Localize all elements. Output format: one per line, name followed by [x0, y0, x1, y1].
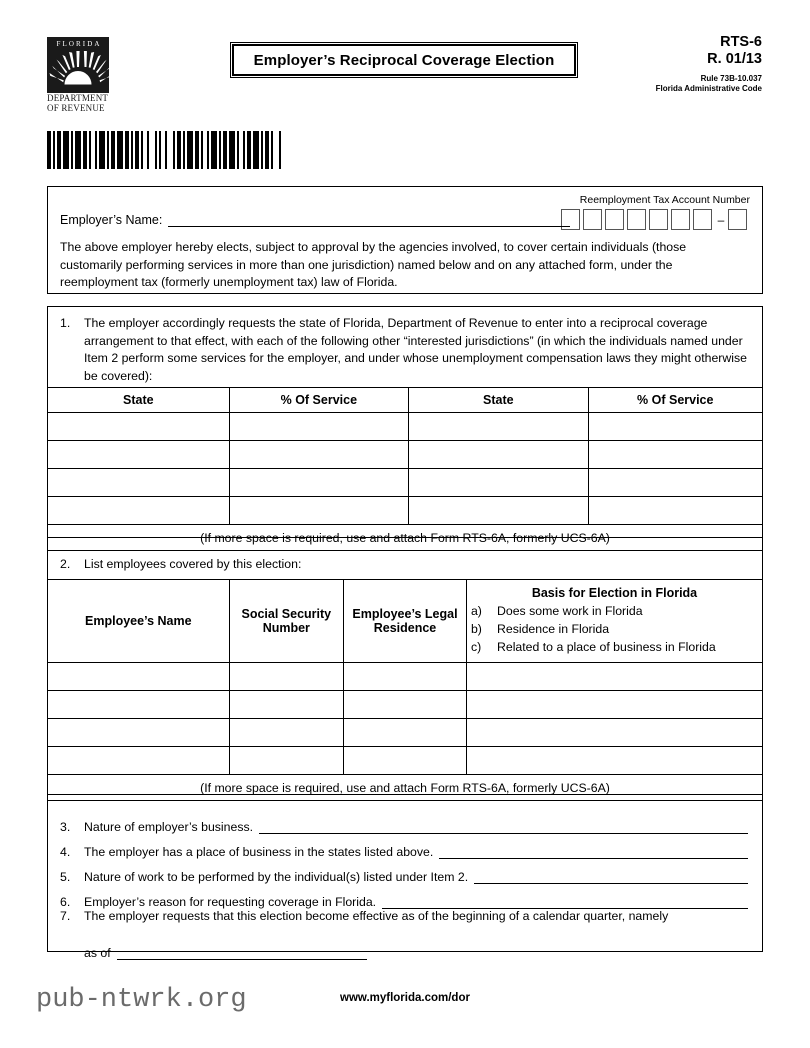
item-6-input[interactable]	[382, 895, 748, 909]
state-percent-table	[47, 387, 763, 552]
employee-table-cell-r2-c4[interactable]	[466, 691, 762, 719]
state-table-col-service-2: % Of Service	[588, 388, 762, 413]
state-table-wrapper	[47, 387, 763, 545]
employee-table-header-row	[48, 580, 763, 663]
item-4-input[interactable]	[439, 845, 748, 859]
item2-text: List employees covered by this election:	[84, 557, 302, 571]
employee-table-col-residence: Employee’s Legal Residence	[344, 580, 467, 663]
item7-as-of-row	[60, 933, 748, 960]
item-number: 3.	[60, 820, 71, 834]
logo-department-line1: DEPARTMENT	[47, 93, 109, 103]
employee-table-body	[48, 663, 763, 775]
state-table-cell-r2-c2[interactable]	[229, 441, 408, 469]
employee-table-cell-r3-c4[interactable]	[466, 719, 762, 747]
table-row	[48, 663, 763, 691]
employee-table-cell-r2-c2[interactable]	[229, 691, 343, 719]
employee-table-cell-r4-c1[interactable]	[48, 747, 230, 775]
state-table-cell-r1-c4[interactable]	[588, 413, 762, 441]
form-revision: R. 01/13	[707, 51, 762, 67]
employee-table-col-ssn: Social Security Number	[229, 580, 343, 663]
item-4-row	[60, 834, 748, 859]
item7-number: 7.	[60, 909, 71, 923]
employer-election-paragraph: The above employer hereby elects, subject to approval by the agencies involved, to cover certain individuals (those customarily performing services in more than one jurisdiction) named below and on any attached form, under the reemployment tax (formerly unemployment tax) law of Florida.	[60, 240, 687, 289]
item-3-row	[60, 809, 748, 834]
account-cell-5[interactable]	[649, 209, 668, 230]
table-row	[48, 413, 763, 441]
item7-text-block	[60, 909, 748, 933]
employee-table-col-name: Employee’s Name	[48, 580, 230, 663]
basis-option-label: Related to a place of business in Florida	[496, 640, 716, 654]
state-table-cell-r2-c3[interactable]	[409, 441, 588, 469]
employee-table-cell-r3-c3[interactable]	[344, 719, 467, 747]
state-table-cell-r2-c1[interactable]	[48, 441, 230, 469]
item-6-row	[60, 884, 748, 909]
employee-table-note: (If more space is required, use and attach Form RTS-6A, formerly UCS-6A)	[48, 775, 763, 802]
item2-number: 2.	[60, 557, 71, 571]
item1-number: 1.	[60, 316, 71, 330]
employee-table-cell-r2-c1[interactable]	[48, 691, 230, 719]
state-table-cell-r1-c2[interactable]	[229, 413, 408, 441]
state-table-cell-r1-c3[interactable]	[409, 413, 588, 441]
account-cell-6[interactable]	[671, 209, 690, 230]
state-table-cell-r4-c3[interactable]	[409, 497, 588, 525]
state-table-note-row	[48, 525, 763, 552]
state-table-col-service-1: % Of Service	[229, 388, 408, 413]
item-label: The employer has a place of business in the states listed above.	[84, 845, 434, 859]
form-meta-block	[656, 34, 762, 94]
numbered-items-list	[48, 809, 762, 909]
footer-url: www.myflorida.com/dor	[340, 992, 470, 1004]
table-row	[48, 441, 763, 469]
document-header	[0, 0, 810, 120]
employee-table-cell-r1-c4[interactable]	[466, 663, 762, 691]
state-table-cell-r4-c1[interactable]	[48, 497, 230, 525]
form-title: Employer’s Reciprocal Coverage Election	[253, 51, 555, 69]
employee-table-note-row	[48, 775, 763, 802]
item7-text: The employer requests that this election become effective as of the beginning of a calendar quarter, namely	[84, 909, 669, 923]
form-number: RTS-6	[720, 34, 762, 50]
state-table-body	[48, 413, 763, 525]
item1-section	[47, 306, 763, 545]
watermark: pub-ntwrk.org	[36, 985, 247, 1015]
logo-mark	[47, 37, 109, 93]
employee-table-cell-r1-c1[interactable]	[48, 663, 230, 691]
basis-option-letter: c)	[470, 640, 482, 654]
employee-table-col-basis	[466, 580, 762, 663]
state-table-cell-r3-c2[interactable]	[229, 469, 408, 497]
form-title-box-inner	[232, 44, 576, 76]
state-table-cell-r4-c2[interactable]	[229, 497, 408, 525]
state-table-header-row	[48, 388, 763, 413]
items-3-7-section	[47, 800, 763, 960]
state-table-cell-r3-c3[interactable]	[409, 469, 588, 497]
logo-state-label: FLORIDA	[56, 40, 102, 48]
account-number-label: Reemployment Tax Account Number	[579, 194, 750, 206]
logo-department-line2: OF REVENUE	[47, 102, 105, 113]
employer-name-label: Employer’s Name:	[60, 213, 163, 227]
state-table-note: (If more space is required, use and attach Form RTS-6A, formerly UCS-6A)	[48, 525, 763, 552]
table-row	[48, 497, 763, 525]
item-label: Nature of work to be performed by the individual(s) listed under Item 2.	[84, 870, 469, 884]
state-table-cell-r3-c4[interactable]	[588, 469, 762, 497]
account-separator: –	[717, 212, 725, 227]
employer-name-row	[60, 212, 570, 227]
item-5-input[interactable]	[474, 870, 748, 884]
employee-table	[47, 579, 763, 802]
employee-table-wrapper	[47, 579, 763, 795]
basis-title: Basis for Election in Florida	[531, 586, 698, 600]
employee-table-cell-r2-c3[interactable]	[344, 691, 467, 719]
state-table-cell-r3-c1[interactable]	[48, 469, 230, 497]
item1-text-block	[60, 315, 748, 385]
form-rule: Rule 73B-10.037	[700, 74, 762, 83]
basis-option-b	[471, 620, 758, 638]
item-number: 5.	[60, 870, 71, 884]
table-row	[48, 747, 763, 775]
employee-table-cell-r4-c3[interactable]	[344, 747, 467, 775]
state-table-cell-r1-c1[interactable]	[48, 413, 230, 441]
basis-option-letter: a)	[470, 604, 482, 618]
logo-department-text	[47, 94, 109, 113]
sunburst-icon	[47, 49, 109, 93]
employee-table-cell-r1-c2[interactable]	[229, 663, 343, 691]
table-row	[48, 691, 763, 719]
account-number-field[interactable]	[561, 209, 750, 230]
account-cell-7[interactable]	[693, 209, 712, 230]
account-cell-4[interactable]	[627, 209, 646, 230]
item7-as-of-label: as of	[84, 946, 111, 960]
employer-name-input[interactable]	[168, 212, 570, 227]
florida-dor-logo	[47, 37, 109, 113]
basis-option-letter: b)	[470, 622, 482, 636]
employee-table-cell-r3-c1[interactable]	[48, 719, 230, 747]
item-number: 4.	[60, 845, 71, 859]
item-number: 6.	[60, 895, 71, 909]
basis-option-a	[471, 602, 758, 620]
basis-option-label: Does some work in Florida	[496, 604, 643, 618]
table-row	[48, 719, 763, 747]
item-label: Employer’s reason for requesting coverage in Florida.	[84, 895, 377, 909]
item2-text-block	[60, 557, 301, 571]
employee-table-cell-r4-c4[interactable]	[466, 747, 762, 775]
item7-as-of-input[interactable]	[117, 946, 367, 960]
employee-table-cell-r3-c2[interactable]	[229, 719, 343, 747]
item2-section	[47, 550, 763, 795]
table-row	[48, 469, 763, 497]
account-cell-3[interactable]	[605, 209, 624, 230]
item-3-input[interactable]	[259, 820, 748, 834]
state-table-cell-r2-c4[interactable]	[588, 441, 762, 469]
account-cell-2[interactable]	[583, 209, 602, 230]
employee-table-cell-r4-c2[interactable]	[229, 747, 343, 775]
basis-option-c	[471, 638, 758, 656]
form-code: Florida Administrative Code	[655, 84, 762, 93]
basis-options-list	[471, 602, 758, 656]
form-title-box	[230, 42, 578, 78]
item-label: Nature of employer’s business.	[84, 820, 254, 834]
state-table-col-state-2: State	[409, 388, 588, 413]
employee-table-cell-r1-c3[interactable]	[344, 663, 467, 691]
item-5-row	[60, 859, 748, 884]
item1-text: The employer accordingly requests the state of Florida, Department of Revenue to enter into a reciprocal coverage arrangement to that effect, with each of the following other “interested jurisdictions” (in which the individuals named under Item 2 perform some services for the employer, and under whose unemployment compensation laws they might otherwise be covered):	[84, 316, 747, 383]
account-check-digit-cell[interactable]	[728, 209, 747, 230]
employer-section	[47, 186, 763, 294]
basis-option-label: Residence in Florida	[496, 622, 610, 636]
barcode	[47, 131, 285, 169]
state-table-cell-r4-c4[interactable]	[588, 497, 762, 525]
state-table-col-state-1: State	[48, 388, 230, 413]
